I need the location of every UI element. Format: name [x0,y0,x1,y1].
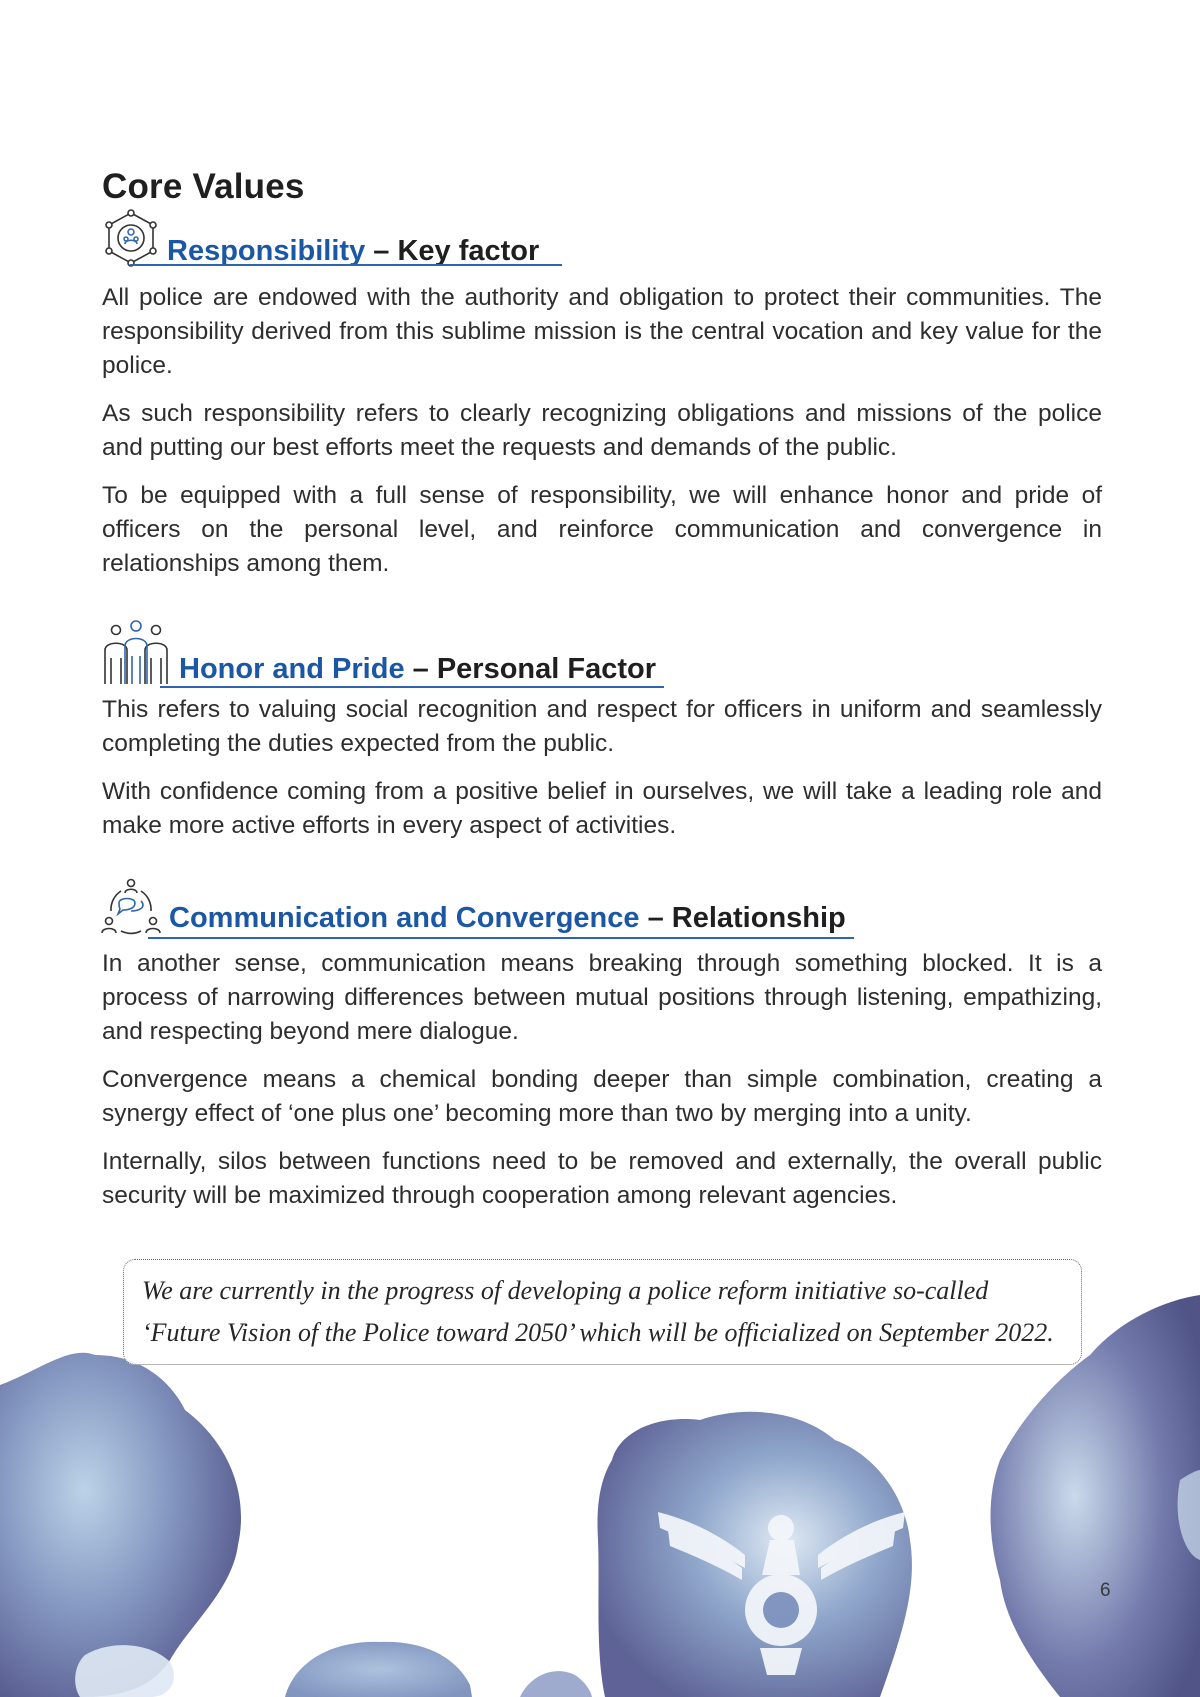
paragraph: As such responsibility refers to clearly recognizing obligations and missions of the police and putting our best efforts meet the requests and demands of the public. [102,400,1102,461]
chat-people-icon [101,877,161,937]
page-title: Core Values [102,167,305,207]
paragraph: This refers to valuing social recognition and respect for officers in uniform and seamlessly completing the duties expected from the public. [102,696,1102,757]
section-title-accent: Honor and Pride [179,653,405,685]
section-title-suffix: – Personal Factor [404,653,657,685]
section-title [179,653,656,688]
paragraph: All police are endowed with the authority and obligation to protect their communities. The responsibility derived from this sublime mission is the central vocation and key value for the police. [102,284,1102,379]
section-underline [160,686,664,688]
paragraph: Internally, silos between functions need to be removed and externally, the overall public security will be maximized through cooperation among relevant agencies. [102,1148,1102,1209]
paragraph: In another sense, communication means breaking through something blocked. It is a process of narrowing differences between mutual positions through listening, empathizing, and respecting beyond mere dialogue. [102,950,1102,1045]
page-number: 6 [1100,1580,1111,1601]
section-heading-communication-and-convergence [101,877,846,937]
section-underline [148,937,854,939]
paragraph: To be equipped with a full sense of responsibility, we will enhance honor and pride of officers on the personal level, and reinforce communication and convergence in relationships among them. [102,482,1102,577]
section-heading-honor-and-pride [101,618,656,688]
group-people-icon [101,618,171,688]
section-body-responsibility [102,281,1102,581]
paragraph: Convergence means a chemical bonding deeper than simple combination, creating a synergy effect of ‘one plus one’ becoming more than two by merging into a unity. [102,1066,1102,1127]
network-people-icon [101,208,161,270]
section-title-accent: Communication and Convergence [169,902,640,934]
note-box [123,1259,1082,1365]
note-line: We are currently in the progress of developing a police reform initiative so-called [142,1276,989,1305]
note-line: ‘Future Vision of the Police toward 2050’ which will be officialized on September 2022. [142,1318,1054,1347]
section-body-communication-and-convergence [102,947,1102,1213]
section-title-suffix: – Relationship [639,902,846,934]
section-title [169,902,846,937]
section-body-honor-and-pride [102,693,1102,843]
section-heading-responsibility [101,208,539,270]
section-title-accent: Responsibility [167,235,366,267]
section-underline [130,264,562,266]
section-title-suffix: – Key factor [365,235,540,267]
paragraph: With confidence coming from a positive belief in ourselves, we will take a leading role and make more active efforts in every aspect of activities. [102,778,1102,839]
